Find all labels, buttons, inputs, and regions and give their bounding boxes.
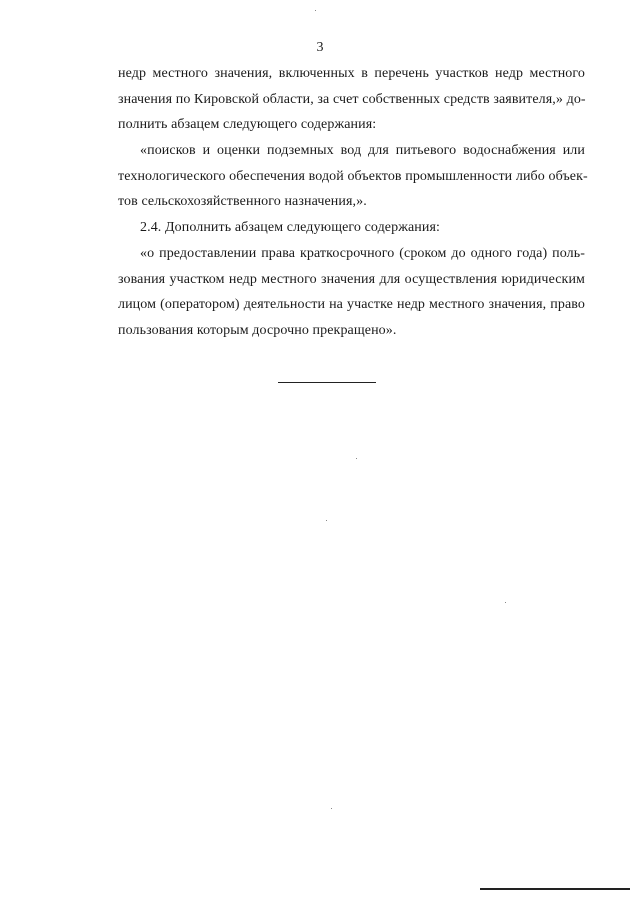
paragraph-line: «о предоставлении права краткосрочного (сроком до одного года) поль-: [140, 246, 585, 261]
scan-speck: [356, 458, 357, 459]
scan-edge-line: [480, 888, 630, 890]
paragraph-line: полнить абзацем следующего содержания:: [118, 117, 377, 132]
paragraph-line: пользования которым досрочно прекращено».: [118, 323, 397, 338]
page-number: 3: [316, 40, 324, 55]
section-heading: 2.4. Дополнить абзацем следующего содержания:: [140, 220, 441, 235]
paragraph-line: лицом (оператором) деятельности на участке недр местного значения, право: [118, 297, 585, 312]
paragraph-line: «поисков и оценки подземных вод для питьевого водоснабжения или: [140, 143, 585, 158]
scan-speck: [331, 808, 332, 809]
paragraph-line: тов сельскохозяйственного назначения,».: [118, 194, 367, 209]
scan-speck: [505, 602, 506, 603]
scan-speck: [315, 10, 316, 11]
scan-speck: [326, 520, 327, 521]
end-separator-line: [278, 382, 376, 383]
paragraph-line: зования участком недр местного значения для осуществления юридическим: [118, 272, 585, 287]
paragraph-line: недр местного значения, включенных в перечень участков недр местного: [118, 66, 585, 81]
paragraph-line: технологического обеспечения водой объектов промышленности либо объек-: [118, 169, 588, 184]
paragraph-line: значения по Кировской области, за счет собственных средств заявителя,» до-: [118, 92, 586, 107]
